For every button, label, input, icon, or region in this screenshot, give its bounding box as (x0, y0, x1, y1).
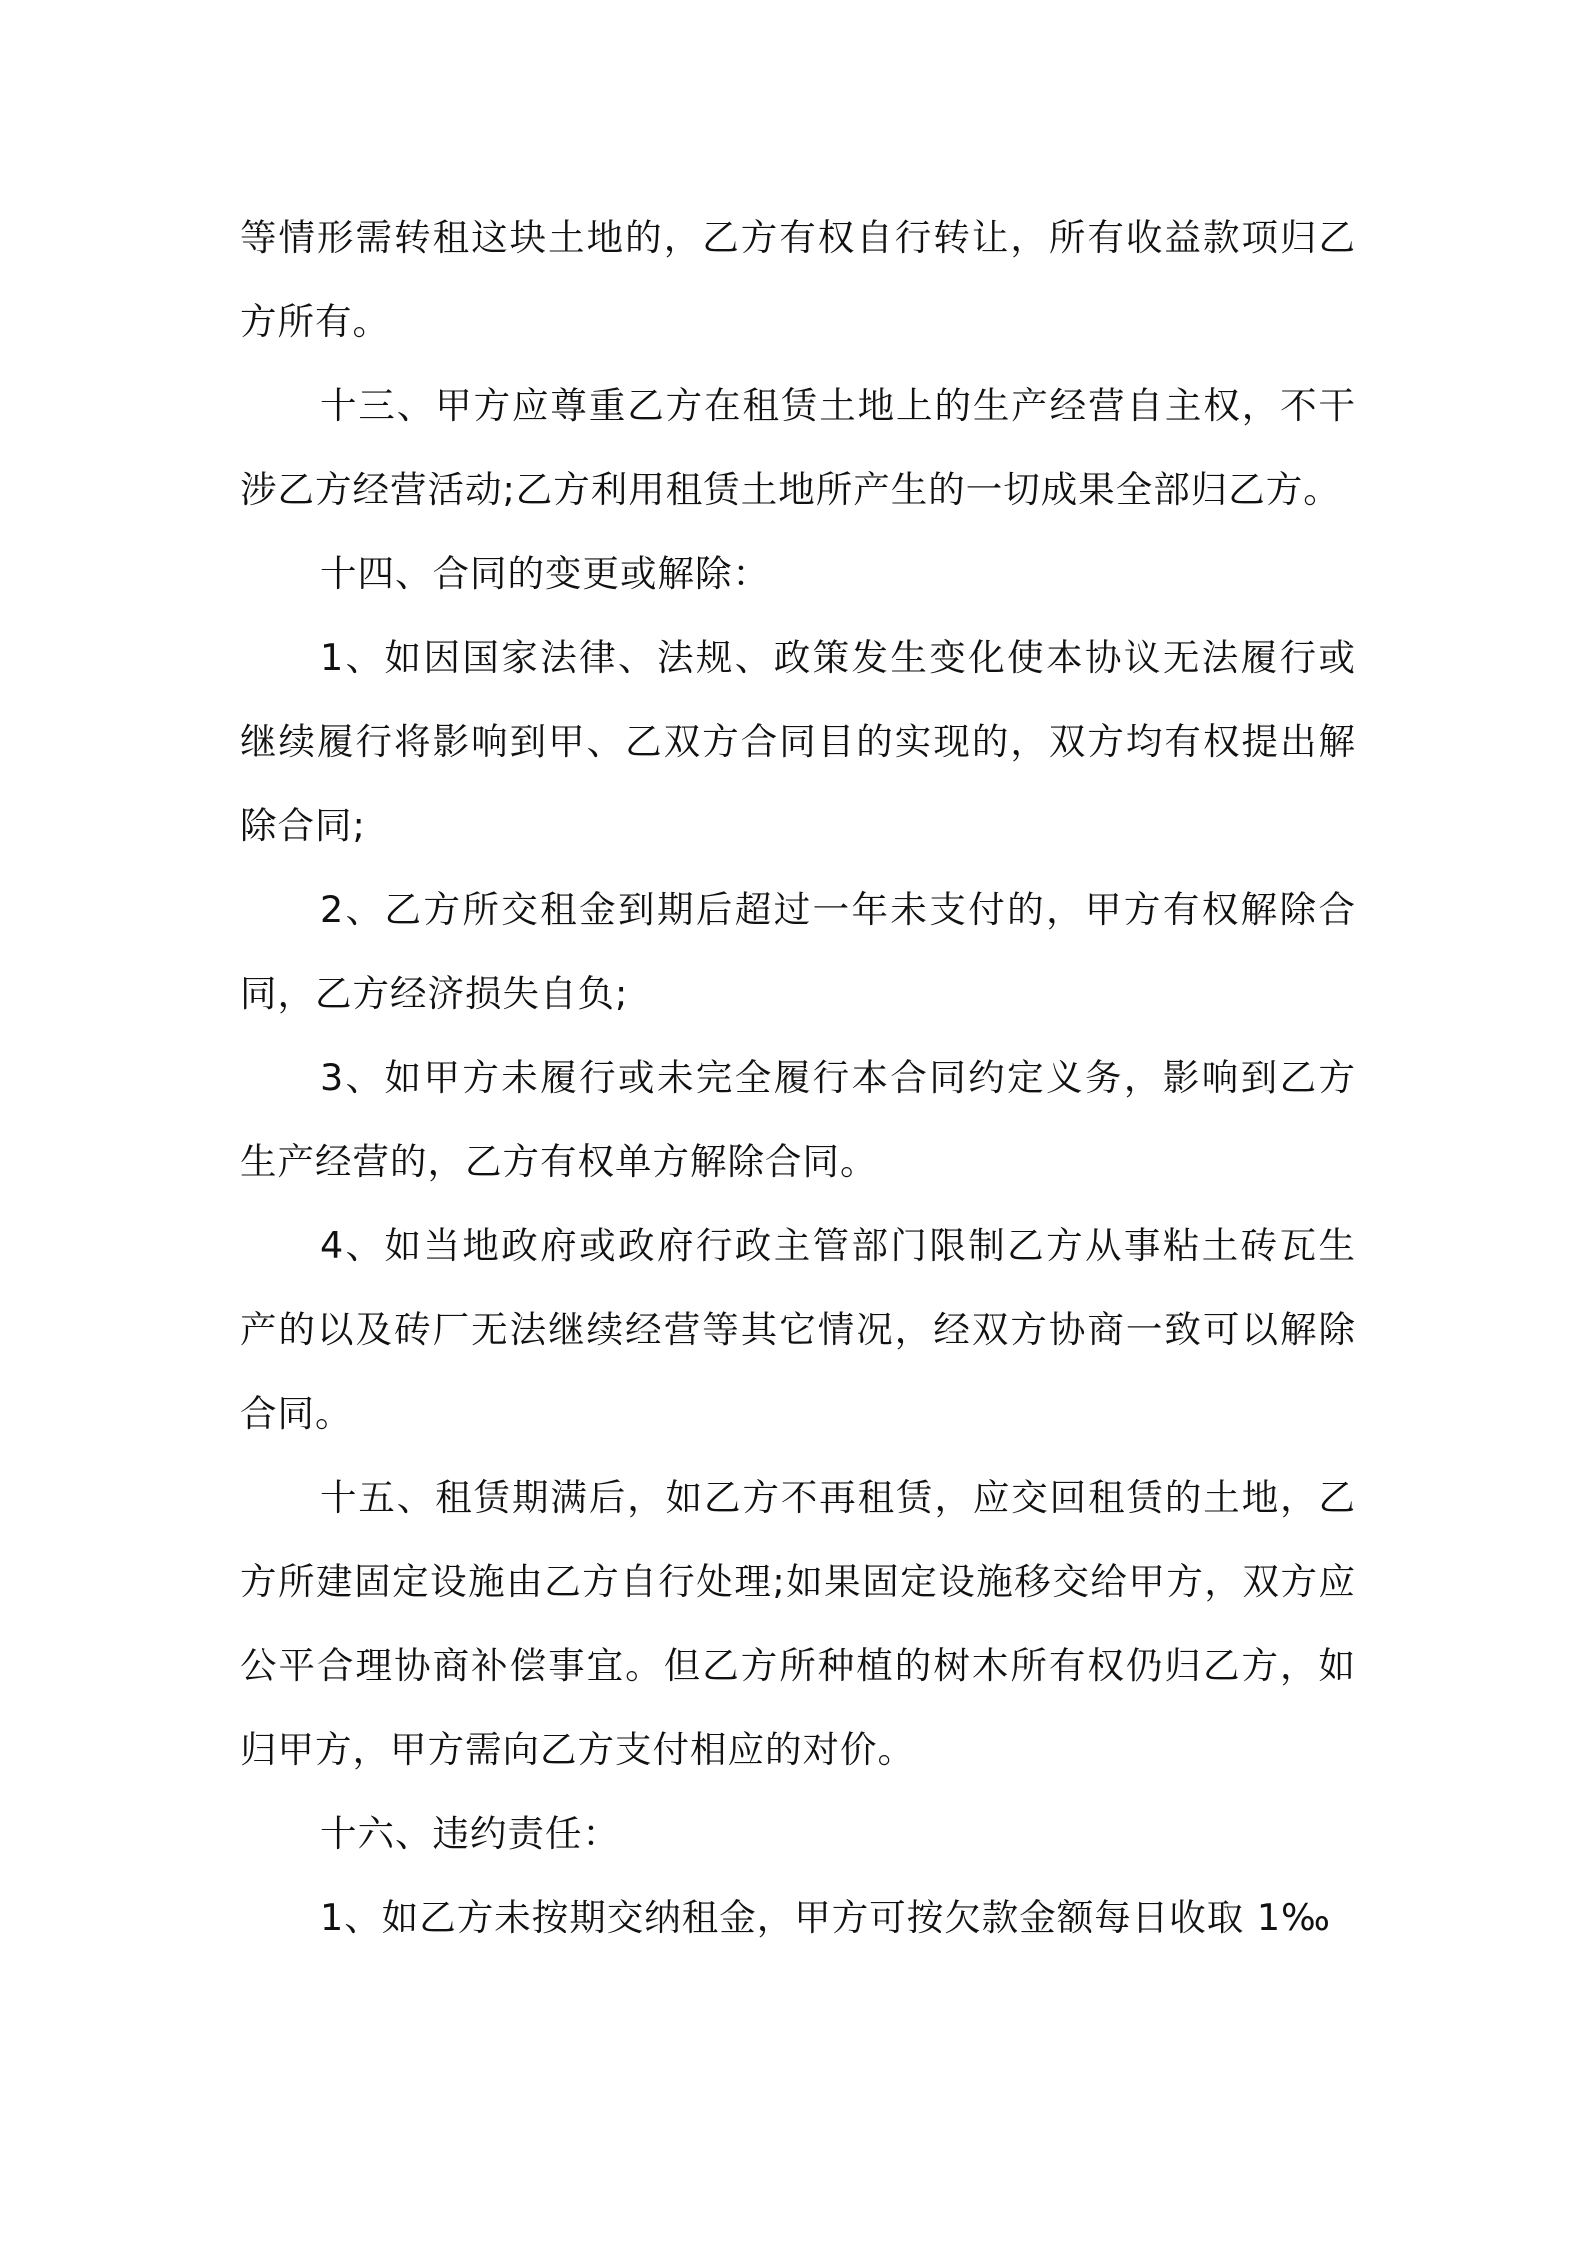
paragraph-clause-13: 十三、甲方应尊重乙方在租赁土地上的生产经营自主权，不干涉乙方经营活动;乙方利用租赁土地所产生的一切成果全部归乙方。 (240, 384, 1356, 511)
paragraph-clause-15: 十五、租赁期满后，如乙方不再租赁，应交回租赁的土地，乙方所建固定设施由乙方自行处理;如果固定设施移交给甲方，双方应公平合理协商补偿事宜。但乙方所种植的树木所有权仍归乙方，如归甲方，甲方需向乙方支付相应的对价。 (240, 1476, 1356, 1771)
paragraph-clause-14-item-3: 3、如甲方未履行或未完全履行本合同约定义务，影响到乙方生产经营的，乙方有权单方解除合同。 (240, 1056, 1356, 1183)
paragraph-sublease-continuation: 等情形需转租这块土地的，乙方有权自行转让，所有收益款项归乙方所有。 (240, 216, 1356, 343)
paragraph-clause-14-item-1: 1、如因国家法律、法规、政策发生变化使本协议无法履行或继续履行将影响到甲、乙双方合同目的实现的，双方均有权提出解除合同; (240, 636, 1356, 847)
paragraph-clause-14-item-2: 2、乙方所交租金到期后超过一年未支付的，甲方有权解除合同，乙方经济损失自负; (240, 888, 1356, 1015)
paragraph-clause-14-item-4: 4、如当地政府或政府行政主管部门限制乙方从事粘土砖瓦生产的以及砖厂无法继续经营等其它情况，经双方协商一致可以解除合同。 (240, 1224, 1356, 1435)
paragraph-clause-14-heading: 十四、合同的变更或解除： (320, 552, 770, 595)
paragraph-clause-16-heading: 十六、违约责任： (320, 1812, 620, 1855)
paragraph-clause-16-item-1: 1、如乙方未按期交纳租金，甲方可按欠款金额每日收取 1‰ (320, 1896, 1332, 1939)
document-page (240, 196, 1356, 1960)
